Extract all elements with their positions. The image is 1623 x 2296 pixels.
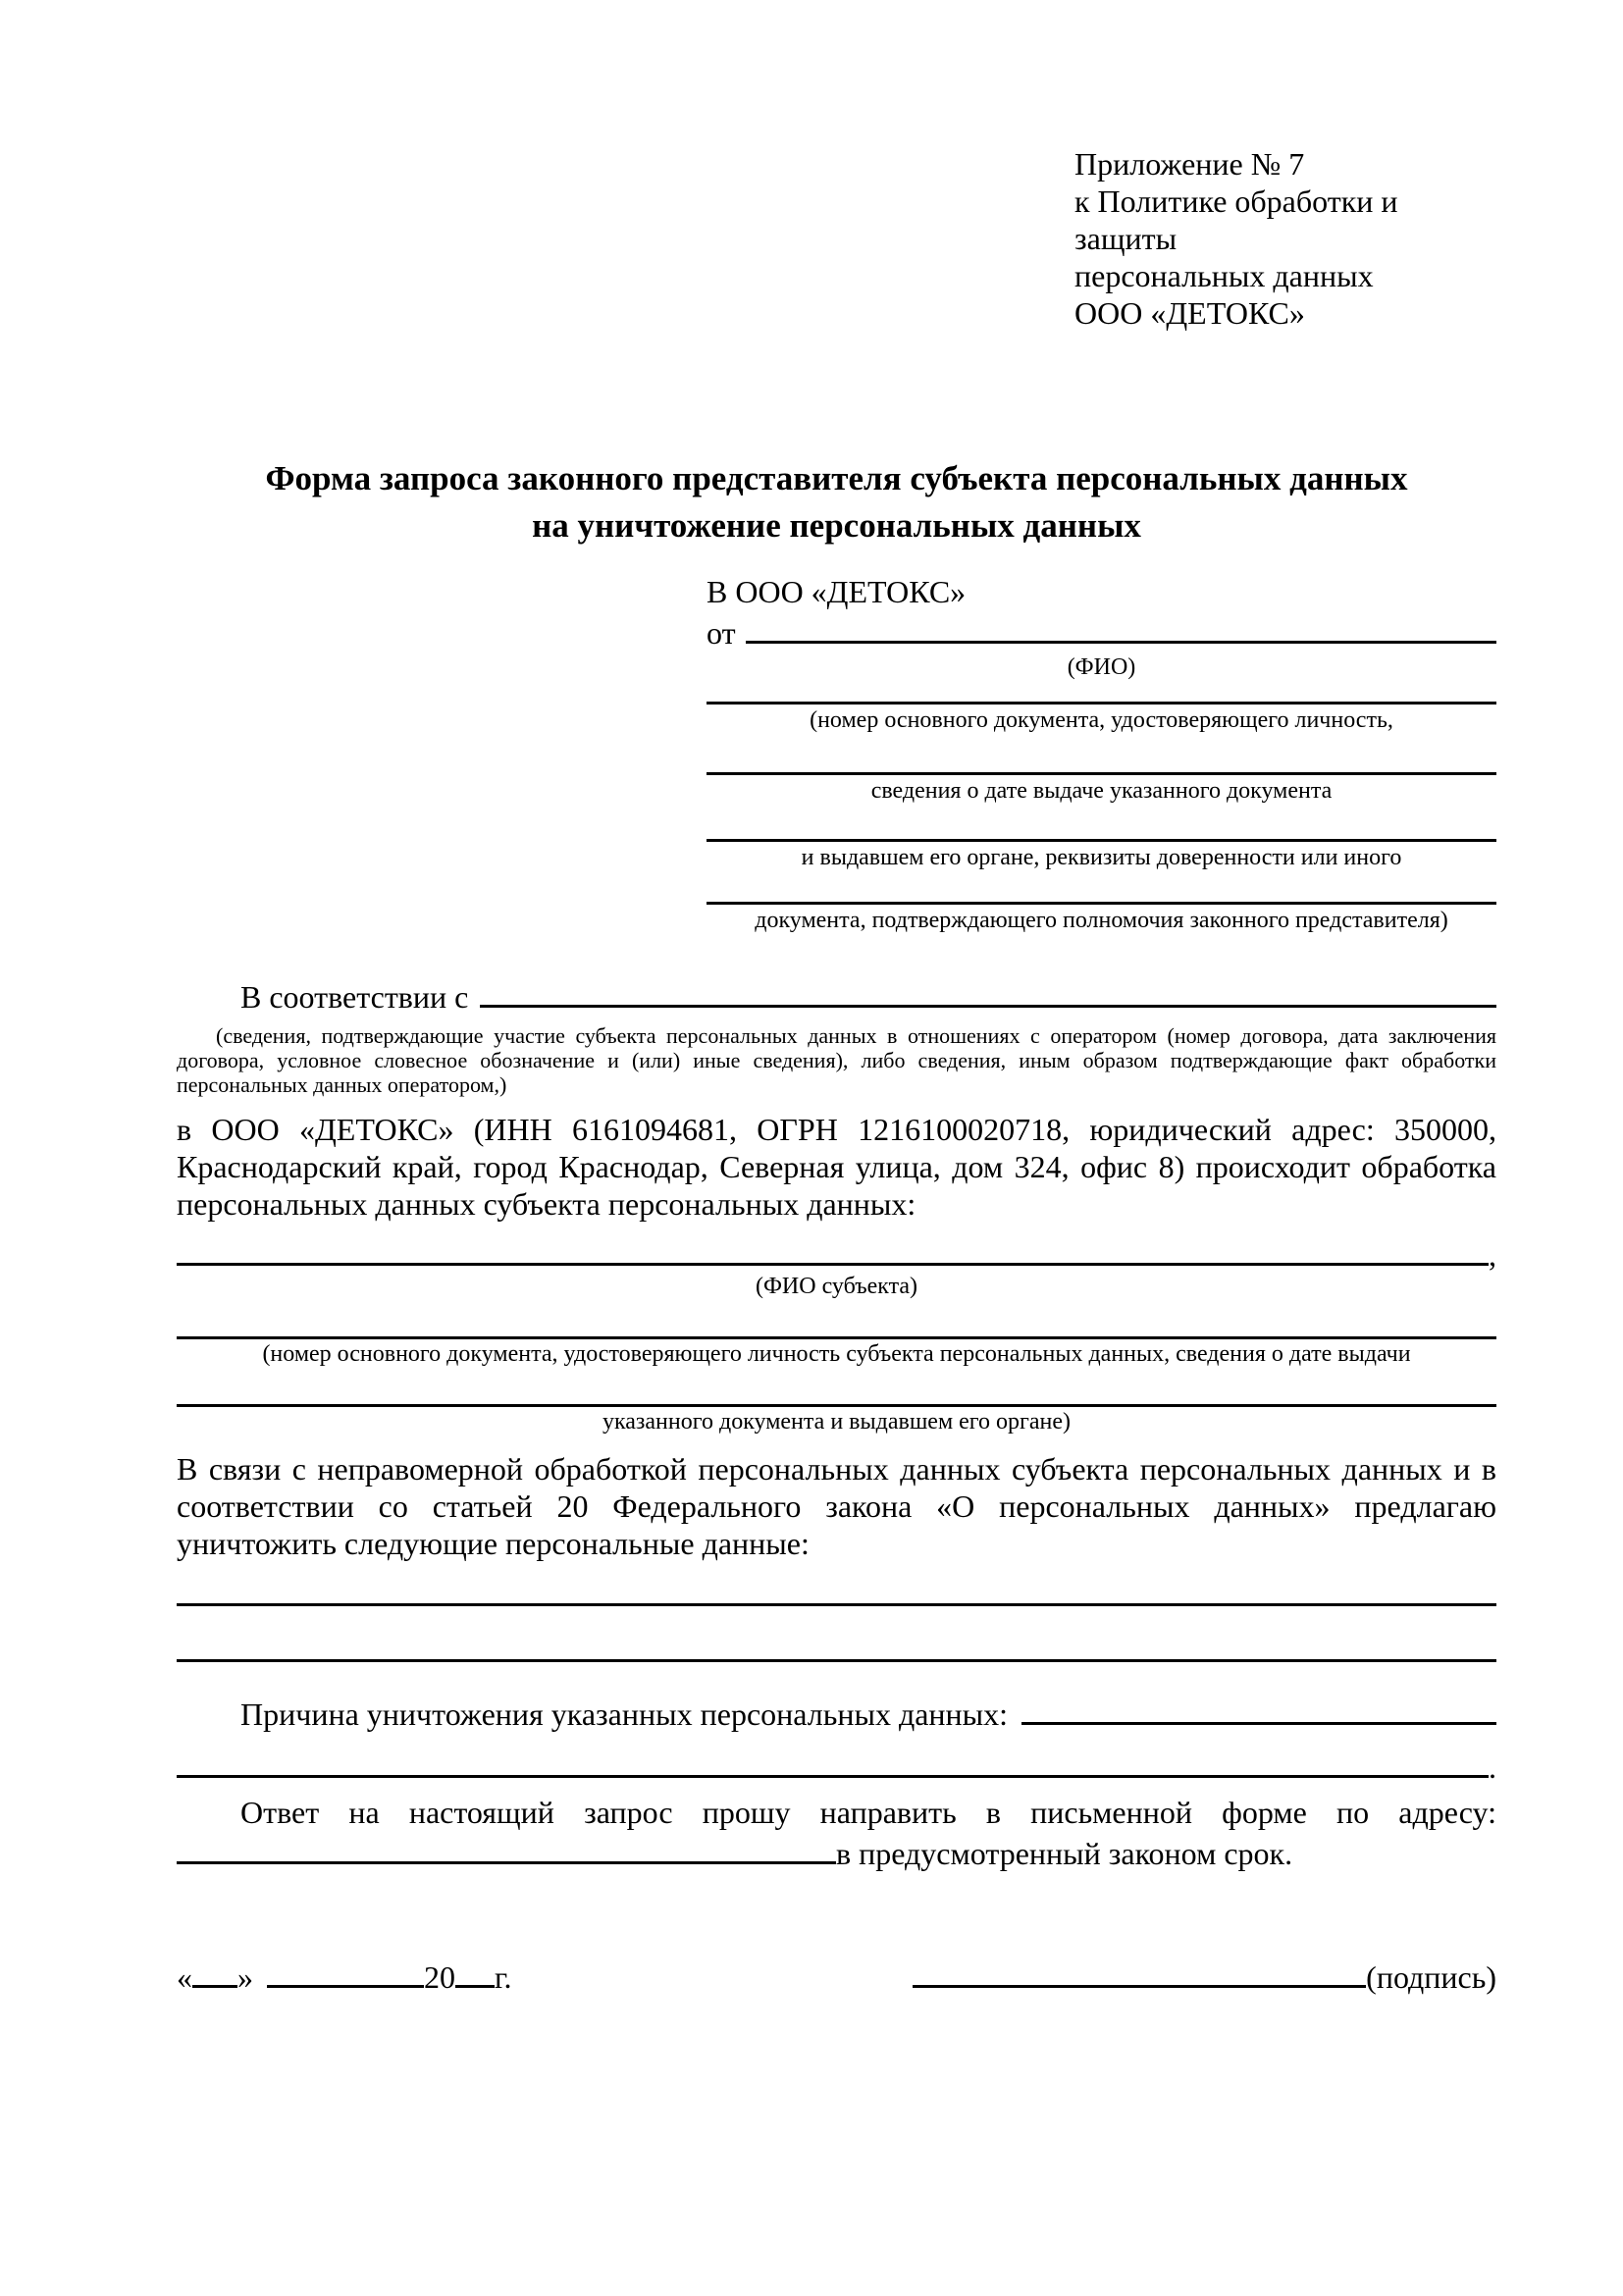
- reason-row: [177, 1696, 1496, 1733]
- data-to-destroy-blank-field-2[interactable]: [177, 1659, 1496, 1662]
- signature-blank-field[interactable]: [913, 1985, 1366, 1988]
- subject-doc-blank-field-1[interactable]: [177, 1336, 1496, 1339]
- date-year-blank-field[interactable]: [455, 1985, 495, 1988]
- addressee-to: В ООО «ДЕТОКС»: [707, 574, 967, 609]
- accordance-row: [177, 978, 1496, 1016]
- footer-row: [177, 1958, 1496, 1996]
- reason-blank-field-2[interactable]: [177, 1775, 1489, 1778]
- answer-sentence: Ответ на настоящий запрос прошу направить в письменной форме по адресу:: [240, 1795, 1496, 1830]
- accordance-note: (сведения, подтверждающие участие субъекта персональных данных в отношениях с оператором (номер договора, дата заключения договора, условное словесное обозначение и (или) иные сведения), либо сведения, иным образом подтверждающие факт обработки персональных данных оператором,): [177, 1023, 1496, 1097]
- doc-caption-1: (номер основного документа, удостоверяющего личность,: [810, 707, 1393, 733]
- appendix-line-3: персональных данных: [1074, 258, 1374, 293]
- appendix-line-4: ООО «ДЕТОКС»: [1074, 295, 1305, 331]
- subject-doc-caption-1: (номер основного документа, удостоверяющего личность субъекта персональных данных, сведения о дате выдачи: [262, 1341, 1411, 1367]
- doc-caption-4: документа, подтверждающего полномочия законного представителя): [755, 908, 1448, 933]
- subject-fio-blank-field[interactable]: [177, 1263, 1489, 1266]
- representative-doc-blank-field-4[interactable]: [707, 902, 1496, 905]
- reason-continuation-row: [177, 1750, 1496, 1784]
- request-paragraph: В связи с неправомерной обработкой персональных данных субъекта персональных данных и в соответствии со статьей 20 Федерального закона «О персональных данных» предлагаю уничтожить следующие персональные данные:: [177, 1451, 1496, 1561]
- date-month-blank-field[interactable]: [267, 1985, 424, 1988]
- date-quote-close: »: [237, 1959, 253, 1995]
- answer-tail-label: в предусмотренный законом срок.: [836, 1836, 1293, 1871]
- operator-paragraph: в ООО «ДЕТОКС» (ИНН 6161094681, ОГРН 1216100020718, юридический адрес: 350000, Краснодарский край, город Краснодар, Северная улица, дом 324, офис 8) происходит обработка персональных данных субъекта персональных данных:: [177, 1112, 1496, 1222]
- date-quote-open: «: [177, 1959, 192, 1995]
- fio-caption: (ФИО): [1067, 654, 1136, 680]
- document-title-line-2: на уничтожение персональных данных: [532, 506, 1141, 545]
- signature-group: [913, 1958, 1496, 1996]
- appendix-header: [1074, 145, 1496, 332]
- subject-doc-blank-field-2[interactable]: [177, 1404, 1496, 1407]
- document-title-line-1: Форма запроса законного представителя субъекта персональных данных: [265, 459, 1408, 497]
- representative-doc-blank-field-1[interactable]: [707, 702, 1496, 704]
- document-content: [0, 145, 1623, 1996]
- reason-blank-field[interactable]: [1021, 1722, 1496, 1725]
- representative-fio-blank-field[interactable]: [746, 641, 1496, 644]
- from-label: от: [707, 615, 736, 651]
- addressee-block: [707, 573, 1496, 933]
- subject-line-comma: ,: [1489, 1237, 1496, 1273]
- accordance-blank-field[interactable]: [480, 1005, 1496, 1008]
- date-day-blank-field[interactable]: [192, 1985, 237, 1988]
- doc-caption-2: сведения о дате выдаче указанного документа: [870, 778, 1333, 804]
- date-group: [177, 1958, 512, 1996]
- date-year-suffix: г.: [495, 1959, 512, 1995]
- representative-doc-blank-field-2[interactable]: [707, 772, 1496, 775]
- answer-address-row: [177, 1835, 1496, 1872]
- reason-label: Причина уничтожения указанных персональных данных:: [240, 1696, 1009, 1732]
- subject-doc-caption-2: указанного документа и выдавшем его органе): [602, 1409, 1072, 1435]
- data-to-destroy-blank-field-1[interactable]: [177, 1603, 1496, 1606]
- document-title: [177, 455, 1496, 549]
- appendix-line-1: Приложение № 7: [1074, 146, 1305, 182]
- from-row: [707, 614, 1496, 652]
- appendix-line-2: к Политике обработки и защиты: [1074, 183, 1398, 256]
- representative-doc-blank-field-3[interactable]: [707, 839, 1496, 842]
- doc-caption-3: и выдавшем его органе, реквизиты доверенности или иного: [801, 845, 1402, 870]
- reason-line-period: .: [1489, 1749, 1496, 1785]
- date-year-prefix: 20: [424, 1959, 455, 1995]
- accordance-label: В соответствии с: [240, 979, 469, 1015]
- subject-fio-caption: (ФИО субъекта): [755, 1274, 918, 1299]
- signature-caption: (подпись): [1366, 1959, 1496, 1995]
- subject-fio-row: [177, 1238, 1496, 1272]
- answer-address-blank-field[interactable]: [177, 1861, 836, 1864]
